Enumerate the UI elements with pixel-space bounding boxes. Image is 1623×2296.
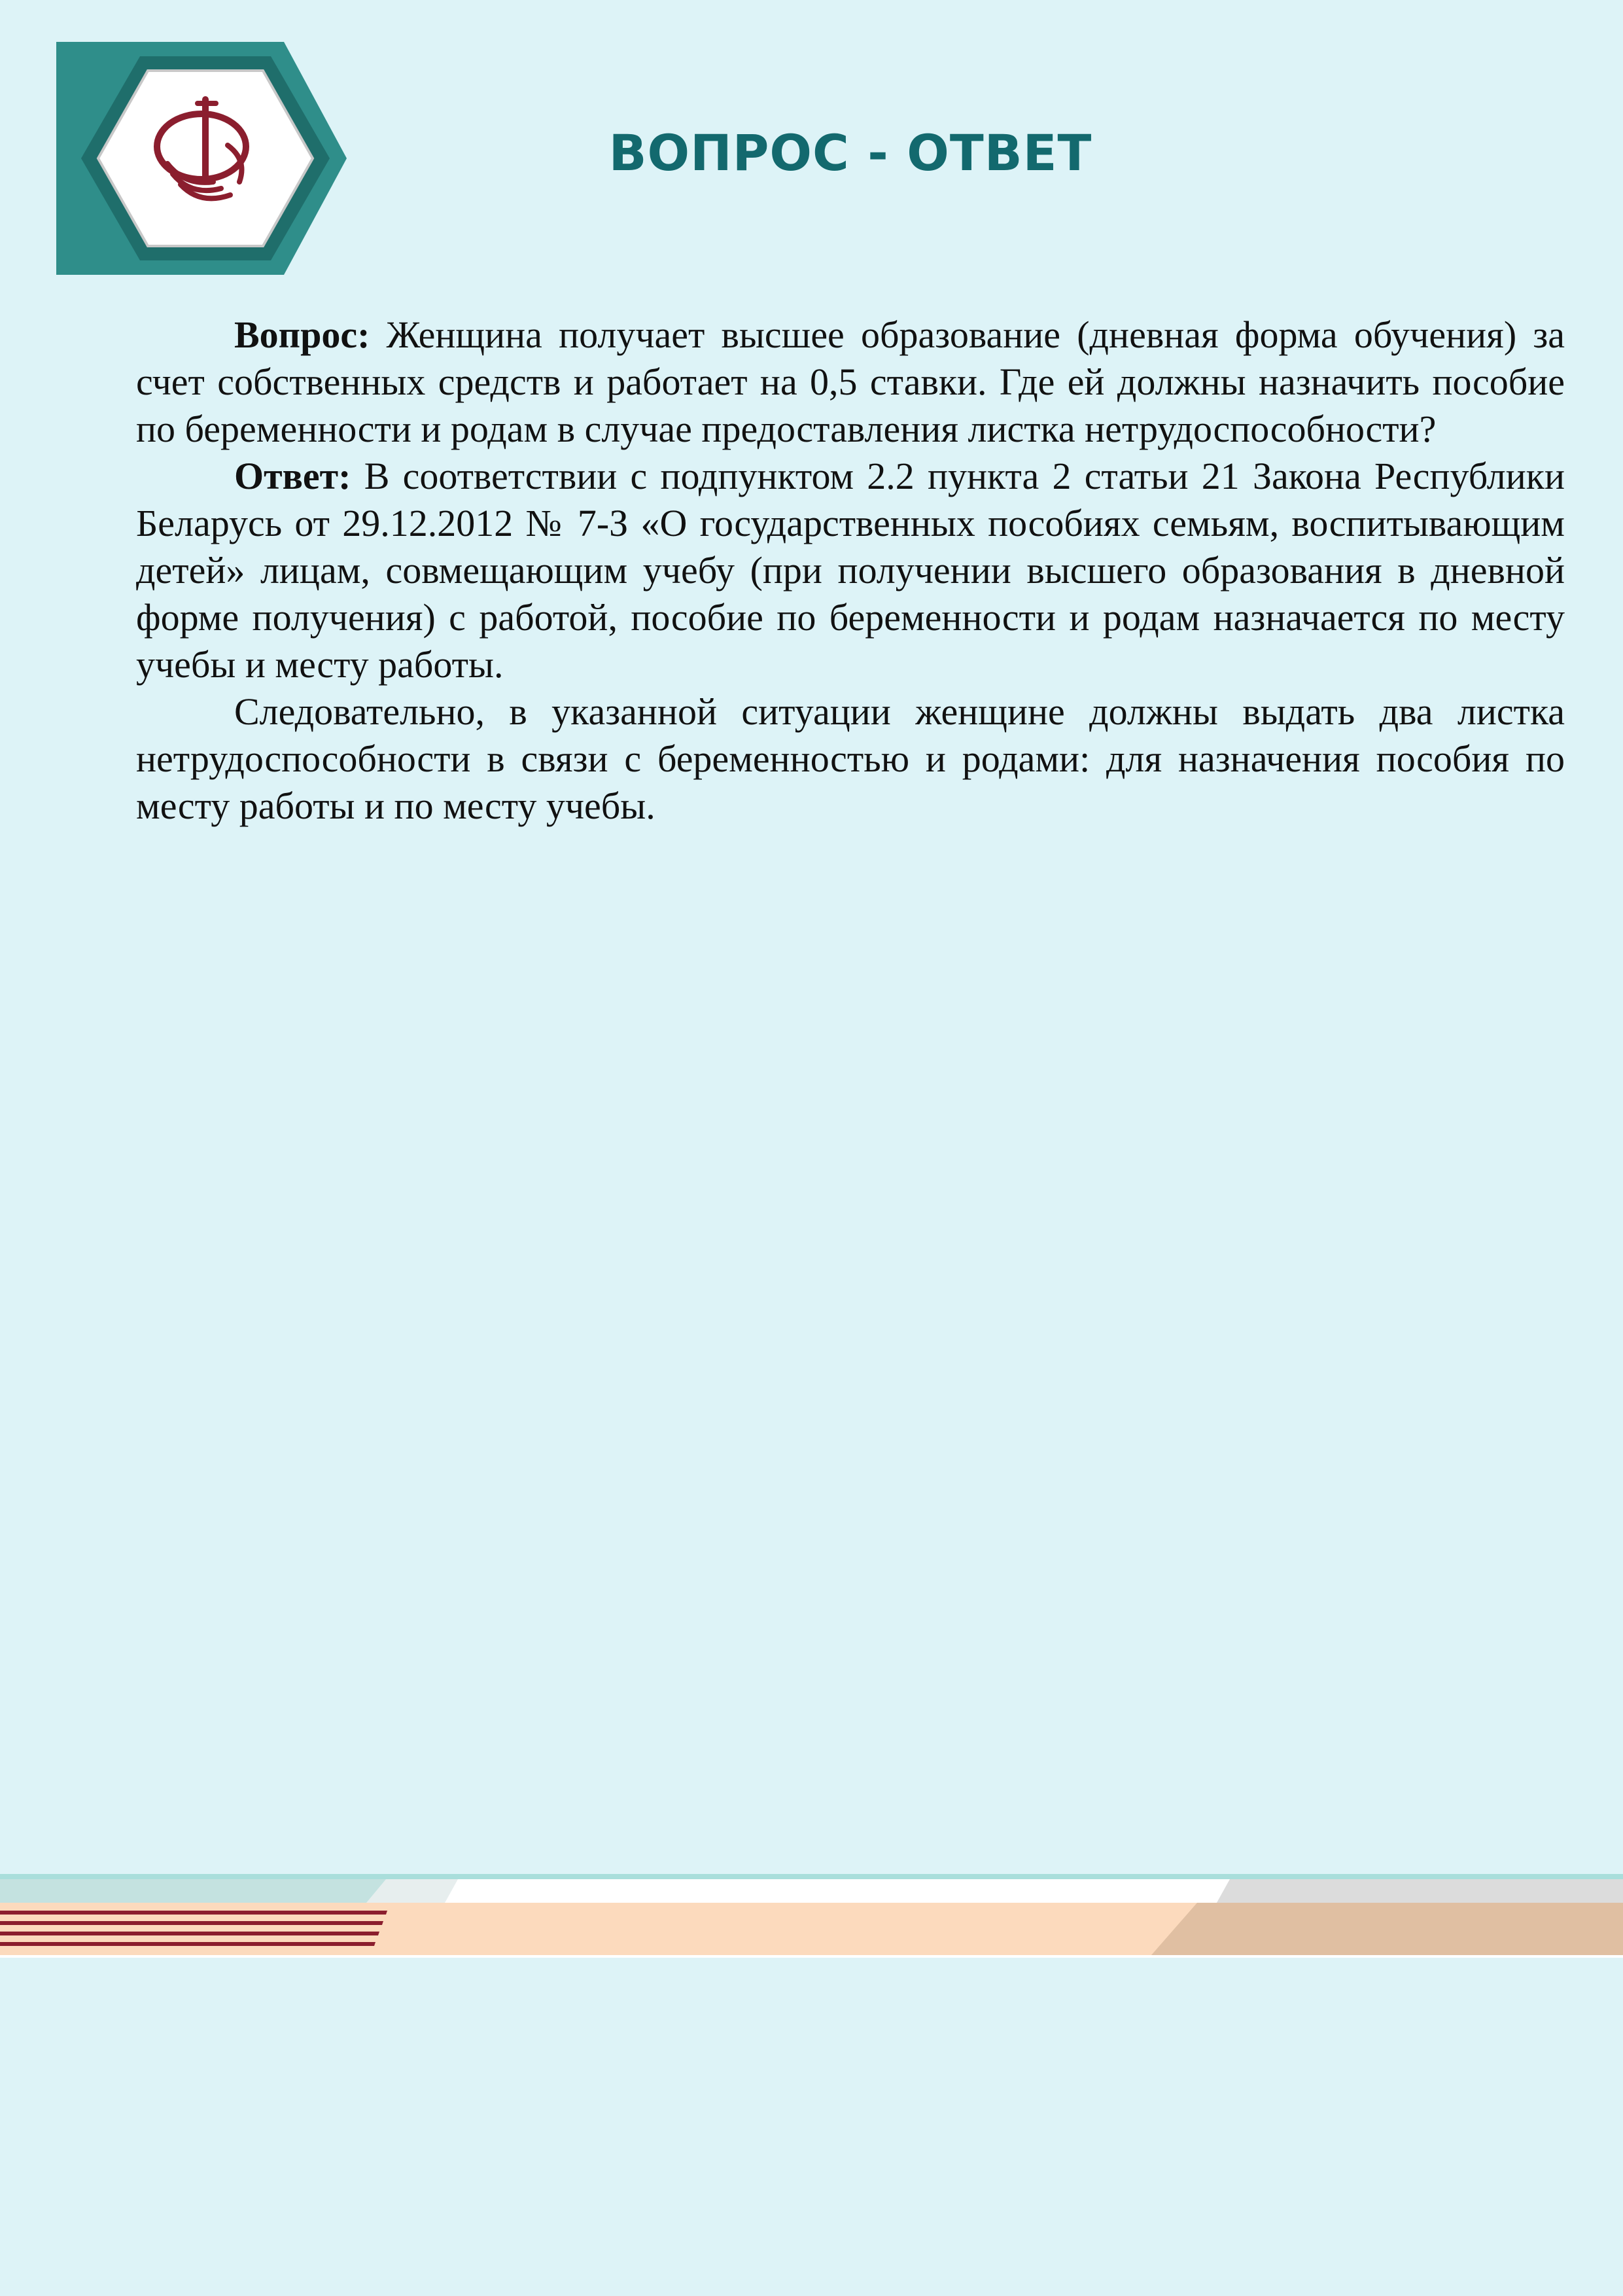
question-label: Вопрос: (234, 313, 370, 356)
answer-label: Ответ: (234, 455, 351, 497)
logo (56, 42, 347, 275)
conclusion-paragraph: Следовательно, в указанной ситуации женщине должны выдать два листка нетрудоспособности в связи с беременностью и родами: для назначения пособия по месту работы и по месту учебы. (136, 690, 1565, 827)
answer-paragraph (136, 453, 1565, 688)
page-title: ВОПРОС - ОТВЕТ (608, 124, 1092, 182)
answer-text: В соответствии с подпунктом 2.2 пункта 2 статьи 21 Закона Республики Беларусь от 29.12.2012 № 7-З «О государственных пособиях семьям, воспитывающим детей» лицам, совмещающим учебу (при получении высшего образования в дневной форме получения) с работой, пособие по беременности и родам назначается по месту учебы и месту работы. (136, 455, 1565, 686)
document-body (136, 311, 1565, 830)
question-paragraph (136, 311, 1565, 453)
decorative-bands (0, 1873, 1623, 1964)
question-text: Женщина получает высшее образование (дневная форма обучения) за счет собственных средств и работает на 0,5 ставки. Где ей должны назначить пособие по беременности и родам в случае предоставления листка нетрудоспособности? (136, 313, 1565, 450)
